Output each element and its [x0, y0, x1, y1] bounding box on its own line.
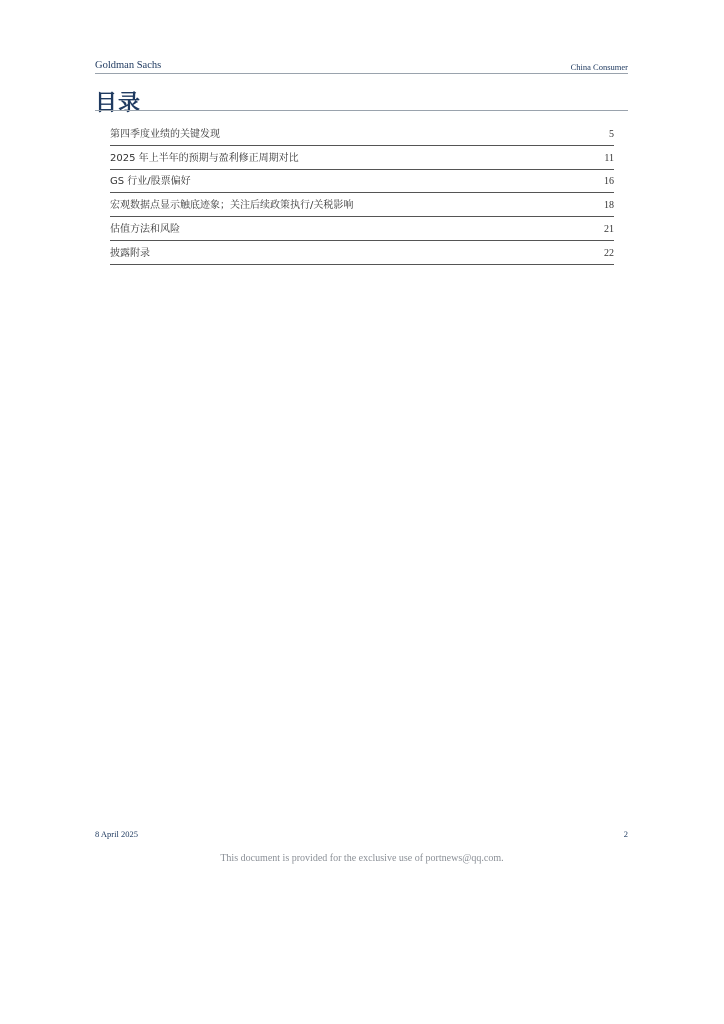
toc-entry-page: 22: [604, 247, 614, 259]
toc-entry-label: 第四季度业绩的关键发现: [110, 128, 220, 140]
title-divider: [95, 110, 628, 111]
toc-entry-page: 5: [609, 128, 614, 140]
brand-name: Goldman Sachs: [95, 60, 162, 71]
toc-entry-label: GS 行业/股票偏好: [110, 176, 191, 188]
toc-entry-label: 宏观数据点显示触底迹象；关注后续政策执行/关税影响: [110, 200, 354, 212]
section-name: China Consumer: [570, 62, 628, 72]
toc-entry-label: 2025 年上半年的预期与盈利修正周期对比: [110, 152, 299, 164]
toc-entry-page: 21: [604, 223, 614, 235]
toc-entry[interactable]: [110, 122, 614, 146]
toc-entry-label: 估值方法和风险: [110, 223, 180, 235]
toc-entry-label: 披露附录: [110, 247, 150, 259]
toc-entry-page: 18: [604, 200, 614, 212]
usage-notice: This document is provided for the exclusive use of portnews@qq.com.: [220, 853, 504, 864]
header-divider: [95, 73, 628, 74]
toc-entry[interactable]: [110, 146, 614, 170]
table-of-contents: [110, 122, 614, 265]
toc-entry[interactable]: [110, 170, 614, 194]
report-date: 8 April 2025: [95, 829, 138, 839]
toc-entry[interactable]: [110, 217, 614, 241]
toc-title: 目录: [95, 91, 142, 116]
toc-entry[interactable]: [110, 193, 614, 217]
toc-entry-page: 11: [604, 152, 614, 164]
toc-entry[interactable]: [110, 241, 614, 265]
page-number: 2: [623, 829, 628, 839]
toc-entry-page: 16: [604, 176, 614, 188]
